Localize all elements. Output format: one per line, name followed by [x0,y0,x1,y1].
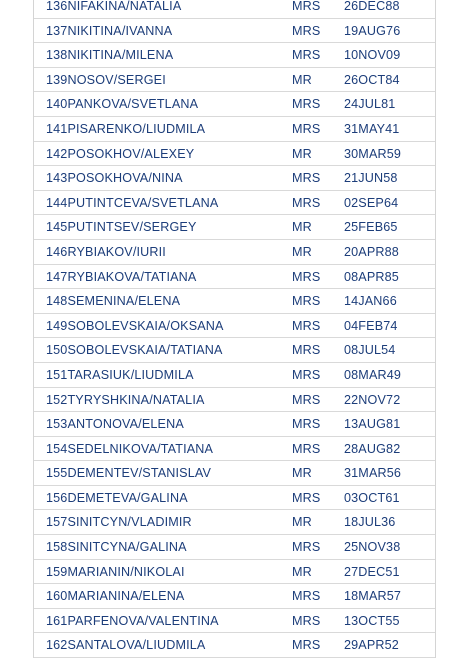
passenger-dob: 30MAR59 [344,146,402,161]
passenger-title: MRS [292,589,321,604]
passenger-dob: 22NOV72 [344,392,401,407]
passenger-name: 152TYRYSHKINA/NATALIA [46,392,205,407]
table-row [34,240,435,265]
passenger-name: 137NIKITINA/IVANNA [46,23,173,38]
passenger-title: MRS [292,638,321,653]
table-row [34,486,435,511]
table-row [34,92,435,117]
passenger-name: 157SINITCYN/VLADIMIR [46,515,192,530]
passenger-list [33,0,436,658]
passenger-title: MR [292,220,312,235]
passenger-name: 161PARFENOVA/VALENTINA [46,613,219,628]
passenger-dob: 10NOV09 [344,48,401,63]
passenger-name: 151TARASIUK/LIUDMILA [46,367,194,382]
passenger-name: 144PUTINTCEVA/SVETLANA [46,195,219,210]
table-row [34,215,435,240]
passenger-name: 155DEMENTEV/STANISLAV [46,466,212,481]
passenger-name: 139NOSOV/SERGEI [46,72,166,87]
passenger-dob: 13AUG81 [344,417,401,432]
passenger-name: 147RYBIAKOVA/TATIANA [46,269,197,284]
table-row [34,265,435,290]
table-row [34,510,435,535]
table-row [34,412,435,437]
passenger-name: 156DEMETEVA/GALINA [46,490,188,505]
table-row [34,142,435,167]
passenger-title: MR [292,72,312,87]
table-row [34,43,435,68]
passenger-name: 159MARIANIN/NIKOLAI [46,564,185,579]
passenger-title: MRS [292,0,321,13]
table-row [34,609,435,634]
table-row [34,68,435,93]
passenger-title: MRS [292,97,321,112]
table-row [34,535,435,560]
passenger-title: MRS [292,195,321,210]
passenger-name: 140PANKOVA/SVETLANA [46,97,199,112]
passenger-dob: 24JUL81 [344,97,396,112]
passenger-title: MRS [292,318,321,333]
table-row [34,461,435,486]
passenger-title: MRS [292,417,321,432]
table-row [34,584,435,609]
passenger-title: MRS [292,121,321,136]
table-row [34,289,435,314]
passenger-dob: 02SEP64 [344,195,399,210]
passenger-dob: 28AUG82 [344,441,401,456]
passenger-dob: 27DEC51 [344,564,400,579]
table-row [34,338,435,363]
passenger-title: MRS [292,23,321,38]
passenger-dob: 04FEB74 [344,318,398,333]
passenger-name: 148SEMENINA/ELENA [46,294,181,309]
passenger-title: MR [292,515,312,530]
table-row [34,560,435,585]
passenger-dob: 13OCT55 [344,613,400,628]
table-row [34,117,435,142]
passenger-title: MRS [292,171,321,186]
passenger-dob: 25FEB65 [344,220,398,235]
passenger-dob: 18JUL36 [344,515,396,530]
passenger-title: MRS [292,392,321,407]
table-row [34,0,435,19]
passenger-name: 162SANTALOVA/LIUDMILA [46,638,206,653]
passenger-dob: 08APR85 [344,269,399,284]
passenger-name: 145PUTINTSEV/SERGEY [46,220,197,235]
passenger-dob: 18MAR57 [344,589,402,604]
passenger-title: MRS [292,441,321,456]
passenger-title: MRS [292,294,321,309]
passenger-title: MRS [292,48,321,63]
passenger-name: 149SOBOLEVSKAIA/OKSANA [46,318,224,333]
passenger-name: 146RYBIAKOV/IURII [46,244,166,259]
passenger-dob: 21JUN58 [344,171,398,186]
passenger-dob: 29APR52 [344,638,399,653]
passenger-name: 150SOBOLEVSKAIA/TATIANA [46,343,223,358]
table-row [34,19,435,44]
passenger-title: MRS [292,490,321,505]
passenger-name: 138NIKITINA/MILENA [46,48,174,63]
passenger-dob: 26DEC88 [344,0,400,13]
passenger-title: MRS [292,269,321,284]
passenger-name: 160MARIANINA/ELENA [46,589,185,604]
passenger-name: 136NIFAKINA/NATALIA [46,0,182,13]
table-row [34,314,435,339]
passenger-title: MR [292,146,312,161]
passenger-dob: 19AUG76 [344,23,401,38]
table-row [34,437,435,462]
passenger-dob: 08MAR49 [344,367,402,382]
table-row [34,363,435,388]
passenger-title: MRS [292,367,321,382]
passenger-name: 154SEDELNIKOVA/TATIANA [46,441,214,456]
passenger-dob: 25NOV38 [344,540,401,555]
passenger-title: MR [292,564,312,579]
passenger-dob: 08JUL54 [344,343,396,358]
table-row [34,388,435,413]
passenger-name: 142POSOKHOV/ALEXEY [46,146,195,161]
passenger-title: MR [292,244,312,259]
passenger-dob: 14JAN66 [344,294,397,309]
table-row [34,191,435,216]
passenger-dob: 31MAY41 [344,121,400,136]
passenger-dob: 03OCT61 [344,490,400,505]
passenger-name: 158SINITCYNA/GALINA [46,540,187,555]
passenger-dob: 31MAR56 [344,466,402,481]
passenger-title: MR [292,466,312,481]
passenger-dob: 26OCT84 [344,72,400,87]
table-row [34,166,435,191]
passenger-name: 153ANTONOVA/ELENA [46,417,184,432]
passenger-name: 143POSOKHOVA/NINA [46,171,183,186]
table-row [34,633,435,658]
passenger-dob: 20APR88 [344,244,399,259]
passenger-title: MRS [292,613,321,628]
passenger-name: 141PISARENKO/LIUDMILA [46,121,206,136]
passenger-title: MRS [292,343,321,358]
passenger-title: MRS [292,540,321,555]
